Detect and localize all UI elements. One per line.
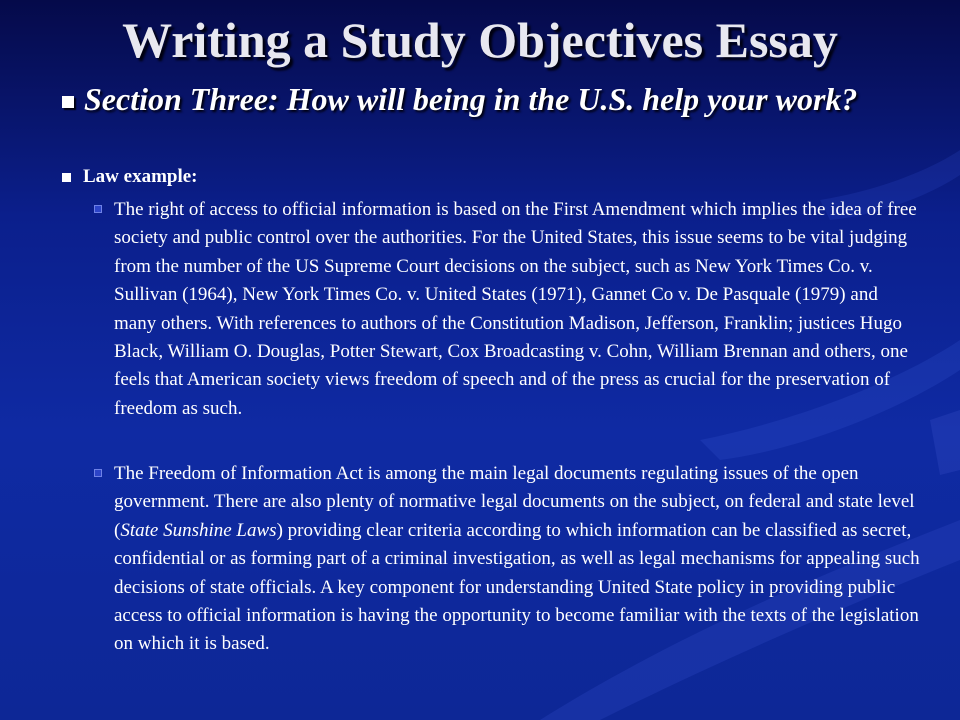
paragraph-text-part2: ) providing clear criteria according to which information can be classified as secret, confidential or as forming part of a criminal investigation, as well as legal mechanisms for appealing such decisions of state officials. A key component for understanding United State policy in providing public access to official information is having the opportunity to become familiar with the texts of the legislation on which it is based. [114, 519, 920, 655]
paragraph-text: The right of access to official information is based on the First Amendment which implies the idea of free society and public control over the authorities. For the United States, this issue seems to be vital judging from the number of the US Supreme Court decisions on the subject, such as New York Times Co. v. Sullivan (1964), New York Times Co. v. United States (1971), Gannet Co v. De Pasquale (1979) and many others. With references to authors of the Constitution Madison, Jefferson, Franklin; justices Hugo Black, William O. Douglas, Potter Stewart, Cox Broadcasting v. Cohn, William Brennan and others, one feels that American society views freedom of speech and of the press as crucial for the preservation of freedom as such. [114, 199, 917, 419]
slide-title: Writing a Study Objectives Essay [122, 12, 838, 68]
section-heading [62, 82, 942, 116]
sub-bullet-icon [94, 469, 102, 477]
square-bullet-icon [62, 96, 74, 108]
paragraph-foia [94, 460, 924, 659]
paragraph-first-amendment [94, 196, 924, 423]
section-heading-text: Section Three: How will being in the U.S. help your work? [84, 81, 858, 117]
law-example-heading [62, 166, 198, 188]
paragraph-text-part1: The Freedom of Information Act is among the main legal documents regulating issues of the open government. There are also plenty of normative legal documents on the subject, on federal and state level ( [114, 463, 915, 541]
state-sunshine-laws-text: State Sunshine Laws [120, 519, 277, 541]
law-example-label: Law example: [83, 166, 198, 187]
sub-bullet-icon [94, 205, 102, 213]
square-bullet-icon [62, 173, 71, 182]
paragraph-text [114, 460, 924, 659]
